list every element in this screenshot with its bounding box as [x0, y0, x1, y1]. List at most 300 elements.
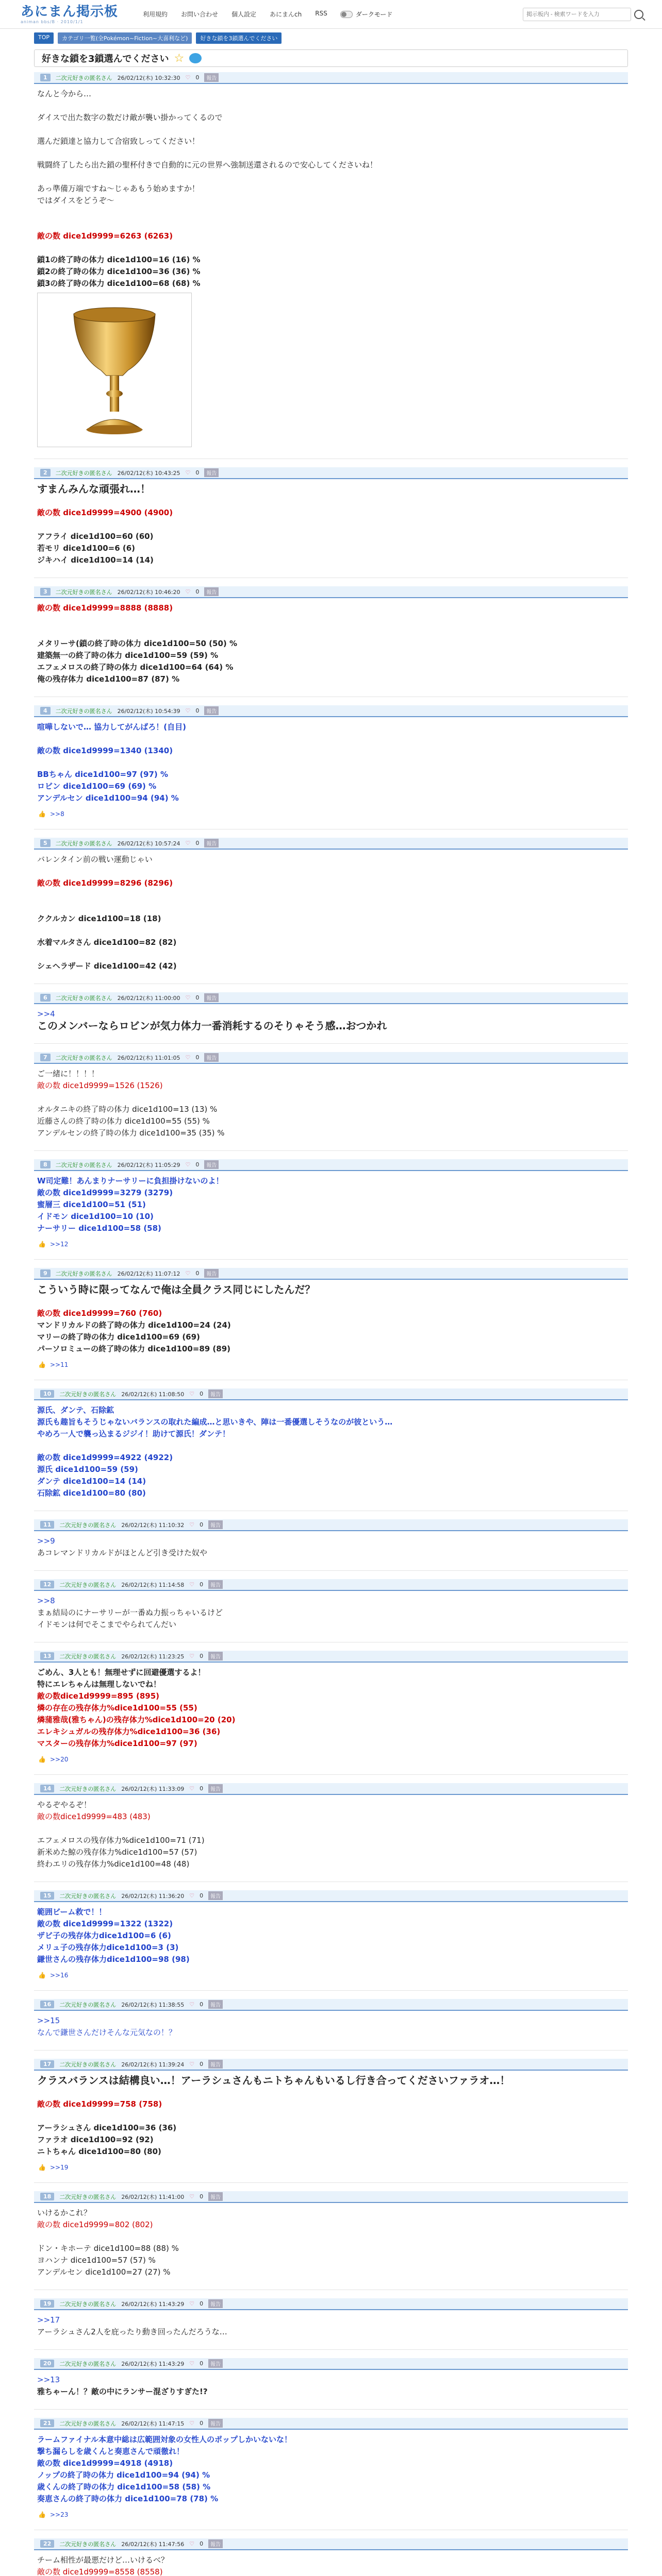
post-line: エフェメロスの残存体力%dice1d100=71 (71)	[37, 1836, 205, 1845]
post-line: 若モリ dice1d100=6 (6)	[37, 544, 136, 553]
post-line: シェヘラザード dice1d100=42 (42)	[37, 961, 177, 971]
report-button[interactable]: 報告	[204, 706, 219, 715]
reply-anchors	[34, 1361, 628, 1368]
reply-anchors	[34, 1756, 628, 1763]
post-header	[34, 2538, 628, 2550]
post-date: 26/02/12(木) 11:43:29	[121, 2360, 185, 2367]
post	[34, 2358, 628, 2410]
post-line	[37, 925, 625, 937]
post-body	[34, 1591, 628, 1631]
post-body	[34, 479, 628, 566]
post-number[interactable]: 8	[40, 1161, 51, 1168]
post	[34, 2191, 628, 2290]
thumbs-up-icon[interactable]: 👍	[38, 2511, 46, 2518]
post-line	[37, 948, 625, 960]
like-count: 0	[195, 1270, 200, 1277]
post-body	[34, 1064, 628, 1139]
post-line: 源氏も趣旨もそうじゃないバランスの取れた編成…と思いきや、陣は一番優選しそうなのが彼という…	[37, 1417, 393, 1427]
report-button[interactable]: 報告	[208, 2419, 223, 2428]
post-line: やめろ一人で襲っ込まるジジイ！助けて源氏！ダンテ！	[37, 1429, 230, 1438]
post-header	[34, 586, 628, 598]
reply-anchor-link[interactable]: >>20	[49, 1756, 69, 1763]
post-line: マリーの終了時の体力 dice1d100=69 (69)	[37, 1332, 200, 1342]
post-body	[34, 1280, 628, 1355]
post-line: 燐蒲雅哉(雅ちゃん)の残存体力%dice1d100=20 (20)	[37, 1715, 236, 1724]
nav-settings[interactable]: 個人設定	[231, 11, 257, 18]
poster-name: 二次元好きの匿名さん	[55, 1161, 112, 1168]
poster-name: 二次元好きの匿名さん	[55, 840, 112, 847]
post-line: 建築無一の終了時の体力 dice1d100=59 (59) %	[37, 651, 219, 660]
post	[34, 1651, 628, 1775]
like-count: 0	[200, 2001, 204, 2008]
post-line: ではダイスをどうぞ〜	[37, 196, 114, 205]
post-line: ナーサリー dice1d100=58 (58)	[37, 1224, 161, 1233]
post-line: 喧嘩しないで… 協力してがんばろ！(自目)	[37, 722, 186, 732]
post-number[interactable]: 2	[40, 469, 51, 477]
post	[34, 2538, 628, 2576]
post-header	[34, 1783, 628, 1795]
toggle-switch-icon[interactable]	[340, 11, 353, 18]
post-line: ダンテ dice1d100=14 (14)	[37, 1477, 146, 1486]
post-body	[34, 2550, 628, 2576]
post-line: 燐の存在の残存体力%dice1d100=55 (55)	[37, 1703, 197, 1713]
reply-anchor-link[interactable]: >>8	[49, 810, 64, 818]
like-count: 0	[200, 2061, 204, 2067]
post-date: 26/02/12(木) 11:23:25	[121, 1653, 185, 1660]
site-logo[interactable]	[21, 4, 129, 24]
report-button[interactable]: 報告	[208, 2359, 223, 2368]
post	[34, 467, 628, 578]
heart-icon[interactable]: ♡	[189, 1653, 195, 1659]
like-count: 0	[195, 588, 200, 595]
reply-anchor-link[interactable]: >>11	[49, 1361, 69, 1368]
post-number[interactable]: 18	[40, 2193, 54, 2200]
post-line: 撃ち漏らしを歳くんと奏恵さんで頑徹れ！	[37, 2447, 185, 2456]
post-line: こういう時に限ってなんで俺は全員クラス同じにしたんだ？	[37, 1283, 316, 1296]
post-line: W司定難！あんまりナーサリーに負担掛けないのよ！	[37, 1176, 224, 1185]
post-line: ザビ子の残存体力dice1d100=6 (6)	[37, 1931, 171, 1940]
heart-icon[interactable]: ♡	[185, 74, 191, 81]
report-button[interactable]: 報告	[204, 1269, 219, 1278]
post-line: ヨハンナ dice1d100=57 (57) %	[37, 2256, 156, 2265]
post-line: >>13	[37, 2375, 60, 2384]
post-line: >>15	[37, 2016, 60, 2025]
post-number[interactable]: 9	[40, 1269, 51, 1277]
post-line: ノップの終了時の体力 dice1d100=94 (94) %	[37, 2470, 210, 2480]
post-list	[34, 72, 628, 2576]
post-line: アーラシュさん2人を庇ったり動き回ったんだろうな…	[37, 2327, 227, 2336]
reply-anchor-link[interactable]: >>16	[49, 1972, 69, 1979]
post-date: 26/02/12(木) 11:05:29	[117, 1161, 180, 1168]
post-body	[34, 2071, 628, 2158]
post-line: 水着マルタさん dice1d100=82 (82)	[37, 938, 177, 947]
report-button[interactable]: 報告	[208, 2000, 223, 2009]
post-line: >>8	[37, 1596, 55, 1605]
heart-icon[interactable]: ♡	[185, 1161, 191, 1168]
post-line: 特にエレちゃんは無理しないでね！	[37, 1680, 161, 1689]
post-line: 敵の数 dice1d9999=760 (760)	[37, 1309, 162, 1318]
thumbs-up-icon[interactable]: 👍	[38, 810, 46, 818]
post-line	[37, 733, 625, 745]
post-number[interactable]: 7	[40, 1054, 51, 1061]
post-number[interactable]: 10	[40, 1390, 54, 1398]
report-button[interactable]: 報告	[208, 2060, 223, 2069]
post-line: ジキハイ dice1d100=14 (14)	[37, 555, 154, 565]
post-number[interactable]: 19	[40, 2300, 54, 2308]
post-header	[34, 467, 628, 479]
post-line: メリュ子の残存体力dice1d100=3 (3)	[37, 1943, 179, 1952]
post-line: オルタニキの終了時の体力 dice1d100=13 (13) %	[37, 1105, 218, 1114]
post-number[interactable]: 4	[40, 707, 51, 715]
nav-terms[interactable]: 利用規約	[143, 11, 168, 18]
report-button[interactable]: 報告	[208, 1389, 223, 1398]
post-header	[34, 2059, 628, 2071]
breadcrumb	[0, 29, 662, 47]
post-number[interactable]: 21	[40, 2419, 54, 2427]
post-line: なんで鎌世さんだけそんな元気なの！？	[37, 2028, 177, 2037]
logo-text[interactable]: あにまん掲示板	[21, 4, 119, 20]
post-body	[34, 2370, 628, 2398]
post-line	[37, 495, 625, 507]
post-line	[37, 2110, 625, 2122]
breadcrumb-top[interactable]: TOP	[34, 32, 54, 44]
post-date: 26/02/12(木) 10:46:20	[117, 588, 180, 596]
heart-icon[interactable]: ♡	[189, 1391, 195, 1397]
post-line: ダイスで出た数字の数だけ敵が襲い掛かってくるので	[37, 113, 223, 122]
post	[34, 1890, 628, 1991]
post-line: 源氏、ダンテ、石除鉱	[37, 1405, 114, 1415]
post-line	[37, 901, 625, 913]
thumbs-up-icon[interactable]: 👍	[38, 1241, 46, 1248]
post	[34, 72, 628, 459]
post-date: 26/02/12(木) 10:43:25	[117, 469, 180, 477]
report-button[interactable]: 報告	[208, 1784, 223, 1793]
report-button[interactable]: 報告	[204, 1053, 219, 1062]
thumbs-up-icon[interactable]: 👍	[38, 1756, 46, 1763]
logo-subtext: animan bbs/B · 2010/1/1	[21, 20, 84, 24]
post-line: 敵の数 dice1d9999=802 (802)	[37, 2220, 153, 2229]
report-button[interactable]: 報告	[204, 1160, 219, 1169]
heart-icon[interactable]: ♡	[189, 2420, 195, 2427]
reply-anchor-link[interactable]: >>19	[49, 2164, 69, 2171]
post-header	[34, 1159, 628, 1171]
poster-name: 二次元好きの匿名さん	[59, 2061, 117, 2068]
post-number[interactable]: 17	[40, 2060, 54, 2068]
post-header	[34, 72, 628, 84]
post-line: >>17	[37, 2315, 60, 2325]
like-count: 0	[200, 2360, 204, 2367]
heart-icon[interactable]: ♡	[189, 2360, 195, 2367]
post-date: 26/02/12(木) 10:32:30	[117, 74, 180, 81]
post-line	[37, 614, 625, 626]
post-line: 鎖2の終了時の体力 dice1d100=36 (36) %	[37, 267, 201, 276]
heart-icon[interactable]: ♡	[185, 707, 191, 714]
reply-anchor-link[interactable]: >>23	[49, 2511, 69, 2518]
post	[34, 1388, 628, 1511]
post-number[interactable]: 16	[40, 2001, 54, 2008]
post-number[interactable]: 14	[40, 1785, 54, 1792]
heart-icon[interactable]: ♡	[189, 1521, 195, 1528]
post-line: 敵の数 dice1d9999=1526 (1526)	[37, 1081, 163, 1090]
like-count: 0	[195, 469, 200, 476]
post-number[interactable]: 3	[40, 588, 51, 596]
post-line	[37, 207, 625, 218]
like-count: 0	[200, 1581, 204, 1588]
post-line: やるぞやるぞ！	[37, 1800, 92, 1809]
post-number[interactable]: 6	[40, 994, 51, 1002]
post-date: 26/02/12(木) 11:39:24	[121, 2061, 185, 2068]
post-line: 鎖1の終了時の体力 dice1d100=16 (16) %	[37, 255, 201, 264]
post-body	[34, 84, 628, 447]
post-body	[34, 2310, 628, 2338]
site-header	[0, 0, 662, 29]
heart-icon[interactable]: ♡	[185, 1054, 191, 1061]
report-button[interactable]: 報告	[204, 587, 219, 596]
post	[34, 2059, 628, 2183]
heart-icon[interactable]: ♡	[189, 2300, 195, 2307]
heart-icon[interactable]: ♡	[185, 994, 191, 1001]
post-line: マンドリカルドの終了時の体力 dice1d100=24 (24)	[37, 1320, 231, 1330]
post-date: 26/02/12(木) 10:57:24	[117, 840, 180, 847]
report-button[interactable]: 報告	[204, 993, 219, 1002]
post-line: ククルカン dice1d100=18 (18)	[37, 914, 161, 923]
thumbs-up-icon[interactable]: 👍	[38, 2164, 46, 2171]
post-number[interactable]: 11	[40, 1521, 54, 1529]
post-line: 戦闘終了したら出た鎖の聖杯付きで自動的に元の世界へ強制送還されるので安心してくださいね！	[37, 160, 378, 170]
heart-icon[interactable]: ♡	[189, 2001, 195, 2008]
post-line	[37, 519, 625, 531]
report-button[interactable]: 報告	[208, 1652, 223, 1660]
post-header	[34, 2358, 628, 2370]
post-line: ニトちゃん dice1d100=80 (80)	[37, 2147, 161, 2156]
post-header	[34, 2418, 628, 2430]
heart-icon[interactable]: ♡	[189, 1581, 195, 1588]
post-line: メタリーサ(鎖の終了時の体力 dice1d100=50 (50) %	[37, 639, 238, 648]
post-header	[34, 1388, 628, 1400]
post-line	[37, 1440, 625, 1452]
poster-name: 二次元好きの匿名さん	[55, 1270, 112, 1277]
post-body	[34, 850, 628, 972]
post-header	[34, 1999, 628, 2011]
post-line: 選んだ鎖達と協力して合宿致しってください！	[37, 137, 200, 146]
twitter-share-icon[interactable]	[189, 53, 202, 63]
post-line: 雅ちゃーん！？敵の中にランサー混ざりすぎた!?	[37, 2387, 208, 2396]
post-line: 鎖3の終了時の体力 dice1d100=68 (68) %	[37, 279, 201, 288]
post	[34, 705, 628, 829]
post-date: 26/02/12(木) 10:54:39	[117, 707, 180, 715]
post-line: ドン・キホーテ dice1d100=88 (88) %	[37, 2244, 179, 2253]
like-count: 0	[200, 1892, 204, 1899]
post	[34, 1999, 628, 2050]
post-number[interactable]: 12	[40, 1581, 54, 1588]
heart-icon[interactable]: ♡	[189, 1892, 195, 1899]
post-line: ロビン dice1d100=69 (69) %	[37, 782, 157, 791]
reply-anchors	[34, 810, 628, 818]
heart-icon[interactable]: ♡	[185, 469, 191, 476]
post-line: 鎌世さんの残存体力dice1d100=98 (98)	[37, 1955, 190, 1964]
report-button[interactable]: 報告	[204, 839, 219, 848]
report-button[interactable]: 報告	[208, 2539, 223, 2548]
post-line: アンデルセンの終了時の体力 dice1d100=35 (35) %	[37, 1128, 225, 1138]
post-line: 敵の数dice1d9999=895 (895)	[37, 1691, 159, 1701]
reply-anchors	[34, 2164, 628, 2171]
favorite-star-icon[interactable]: ☆	[174, 52, 185, 65]
report-button[interactable]: 報告	[208, 2299, 223, 2308]
post-date: 26/02/12(木) 11:33:09	[121, 1785, 185, 1792]
post-line	[37, 147, 625, 159]
breadcrumb-thread[interactable]: 好きな鎖を3鎖選んでください	[196, 32, 282, 44]
post-line: ご一緒に！！！！	[37, 1069, 100, 1078]
poster-name: 二次元好きの匿名さん	[55, 469, 112, 477]
report-button[interactable]: 報告	[208, 1520, 223, 1529]
post-date: 26/02/12(木) 11:10:32	[121, 1521, 185, 1529]
post-date: 26/02/12(木) 11:00:00	[117, 994, 180, 1002]
post-number[interactable]: 1	[40, 74, 51, 81]
post-line: 敵の数 dice1d9999=3279 (3279)	[37, 1188, 173, 1197]
post-number[interactable]: 13	[40, 1652, 54, 1660]
report-button[interactable]: 報告	[204, 73, 219, 82]
like-count: 0	[195, 994, 200, 1001]
poster-name: 二次元好きの匿名さん	[59, 1581, 117, 1588]
post-line	[37, 218, 625, 230]
post-line: パーソロミューの終了時の体力 dice1d100=89 (89)	[37, 1344, 231, 1353]
post-date: 26/02/12(木) 11:01:05	[117, 1054, 180, 1061]
poster-name: 二次元好きの匿名さん	[55, 588, 112, 596]
poster-name: 二次元好きの匿名さん	[59, 1391, 117, 1398]
post-body	[34, 1531, 628, 1559]
post-line: ラームファイナル本意中総は広範囲対象の女性人のポップしかいないな！	[37, 2435, 292, 2444]
post-line: 敵の数dice1d9999=483 (483)	[37, 1812, 151, 1821]
like-count: 0	[200, 2300, 204, 2307]
poster-name: 二次元好きの匿名さん	[59, 2540, 117, 2548]
like-count: 0	[200, 1653, 204, 1659]
breadcrumb-category[interactable]: カテゴリ一覧(全Pokémon~Fiction~大喜利など)	[58, 32, 192, 44]
post-line	[37, 2087, 625, 2098]
post	[34, 2418, 628, 2530]
post-header	[34, 1052, 628, 1064]
heart-icon[interactable]: ♡	[189, 1785, 195, 1792]
post-header	[34, 1519, 628, 1531]
dark-mode-toggle[interactable]	[340, 10, 393, 19]
reply-anchor-link[interactable]: >>12	[49, 1241, 69, 1248]
nav-animanch[interactable]: あにまんch	[270, 11, 302, 18]
poster-name: 二次元好きの匿名さん	[59, 2193, 117, 2200]
thumbs-up-icon[interactable]: 👍	[38, 1972, 46, 1979]
post-number[interactable]: 20	[40, 2360, 54, 2367]
post-line: いけるかこれ？	[37, 2208, 92, 2217]
search-icon[interactable]	[634, 10, 643, 19]
like-count: 0	[200, 1391, 204, 1397]
post	[34, 586, 628, 697]
dark-mode-label: ダークモード	[355, 11, 393, 18]
report-button[interactable]: 報告	[208, 1891, 223, 1900]
post-header	[34, 1890, 628, 1902]
post-line: 敵の数 dice1d9999=4918 (4918)	[37, 2459, 173, 2468]
like-count: 0	[200, 2193, 204, 2200]
post-line	[37, 1296, 625, 1308]
report-button[interactable]: 報告	[208, 2192, 223, 2201]
post-date: 26/02/12(木) 11:08:50	[121, 1391, 185, 1398]
post-line: チーム相性が最悪だけど…いけるべ？	[37, 2555, 169, 2565]
post-line	[37, 626, 625, 638]
post-line: 石除鉱 dice1d100=80 (80)	[37, 1488, 146, 1498]
like-count: 0	[195, 1161, 200, 1168]
post-line: 俺の残存体力 dice1d100=87 (87) %	[37, 674, 180, 684]
heart-icon[interactable]: ♡	[185, 588, 191, 595]
post-header	[34, 1651, 628, 1663]
post-line: 奏恵さんの終了時の体力 dice1d100=78 (78) %	[37, 2494, 219, 2503]
post-number[interactable]: 15	[40, 1892, 54, 1900]
heart-icon[interactable]: ♡	[185, 840, 191, 846]
report-button[interactable]: 報告	[204, 468, 219, 477]
post-line: 新米めた鯨の残存体力%dice1d100=57 (57)	[37, 1848, 197, 1857]
post-line: 敵の数 dice1d9999=758 (758)	[37, 2099, 162, 2109]
poster-name: 二次元好きの匿名さん	[59, 1892, 117, 1900]
post-line: まぁ結局のにナーサリーが一番ぬ力振っちゃいるけど	[37, 1608, 223, 1617]
post-line: あコレマンドリカルドがほとんど引き受けた奴や	[37, 1548, 207, 1557]
thread-title: 好きな鎖を3鎖選んでください	[42, 54, 169, 64]
post-line	[37, 124, 625, 135]
post	[34, 1579, 628, 1642]
post-line: 範囲ビーム救で！！	[37, 1907, 107, 1917]
nav-contact[interactable]: お問い合わせ	[181, 11, 219, 18]
like-count: 0	[200, 2420, 204, 2427]
thumbs-up-icon[interactable]: 👍	[38, 1361, 46, 1368]
post-line: クラスバランスは結構良い…！アーラシュさんもニトちゃんもいるし行き合ってくださいファラオ…！	[37, 2074, 510, 2087]
post-date: 26/02/12(木) 11:47:56	[121, 2540, 185, 2548]
post-header	[34, 2298, 628, 2310]
heart-icon[interactable]: ♡	[189, 2540, 195, 2547]
post-body	[34, 717, 628, 804]
post-body	[34, 1902, 628, 1965]
search-input[interactable]	[523, 8, 631, 21]
post-date: 26/02/12(木) 11:14:58	[121, 1581, 185, 1588]
post-line: ファラオ dice1d100=92 (92)	[37, 2135, 154, 2144]
poster-name: 二次元好きの匿名さん	[59, 2420, 117, 2427]
post-body	[34, 1663, 628, 1750]
post-line: すまんみんな頑張れ…！	[37, 483, 151, 495]
post-line: BBちゃん dice1d100=97 (97) %	[37, 770, 169, 779]
poster-name: 二次元好きの匿名さん	[59, 2300, 117, 2308]
post	[34, 1052, 628, 1151]
report-button[interactable]: 報告	[208, 1580, 223, 1589]
post	[34, 1783, 628, 1882]
heart-icon[interactable]: ♡	[185, 1270, 191, 1277]
heart-icon[interactable]: ♡	[189, 2193, 195, 2200]
post-date: 26/02/12(木) 11:47:15	[121, 2420, 185, 2427]
heart-icon[interactable]: ♡	[189, 2061, 195, 2067]
poster-name: 二次元好きの匿名さん	[59, 1785, 117, 1792]
poster-name: 二次元好きの匿名さん	[55, 707, 112, 715]
post-line	[37, 100, 625, 112]
post-date: 26/02/12(木) 11:38:55	[121, 2001, 185, 2008]
poster-name: 二次元好きの匿名さん	[55, 74, 112, 81]
like-count: 0	[195, 707, 200, 714]
post-body	[34, 2011, 628, 2039]
post-number[interactable]: 22	[40, 2540, 54, 2548]
post	[34, 838, 628, 984]
post	[34, 2298, 628, 2350]
reply-anchors	[34, 1241, 628, 1248]
post-body	[34, 1004, 628, 1032]
nav-rss[interactable]: RSS	[315, 10, 327, 17]
post-number[interactable]: 5	[40, 839, 51, 847]
post-line: 敵の数 dice1d9999=6263 (6263)	[37, 231, 173, 241]
post-line: 近藤さんの終了時の体力 dice1d100=55 (55) %	[37, 1116, 210, 1126]
post-line	[37, 889, 625, 901]
post-header	[34, 705, 628, 717]
holy-grail-image[interactable]	[37, 293, 192, 447]
